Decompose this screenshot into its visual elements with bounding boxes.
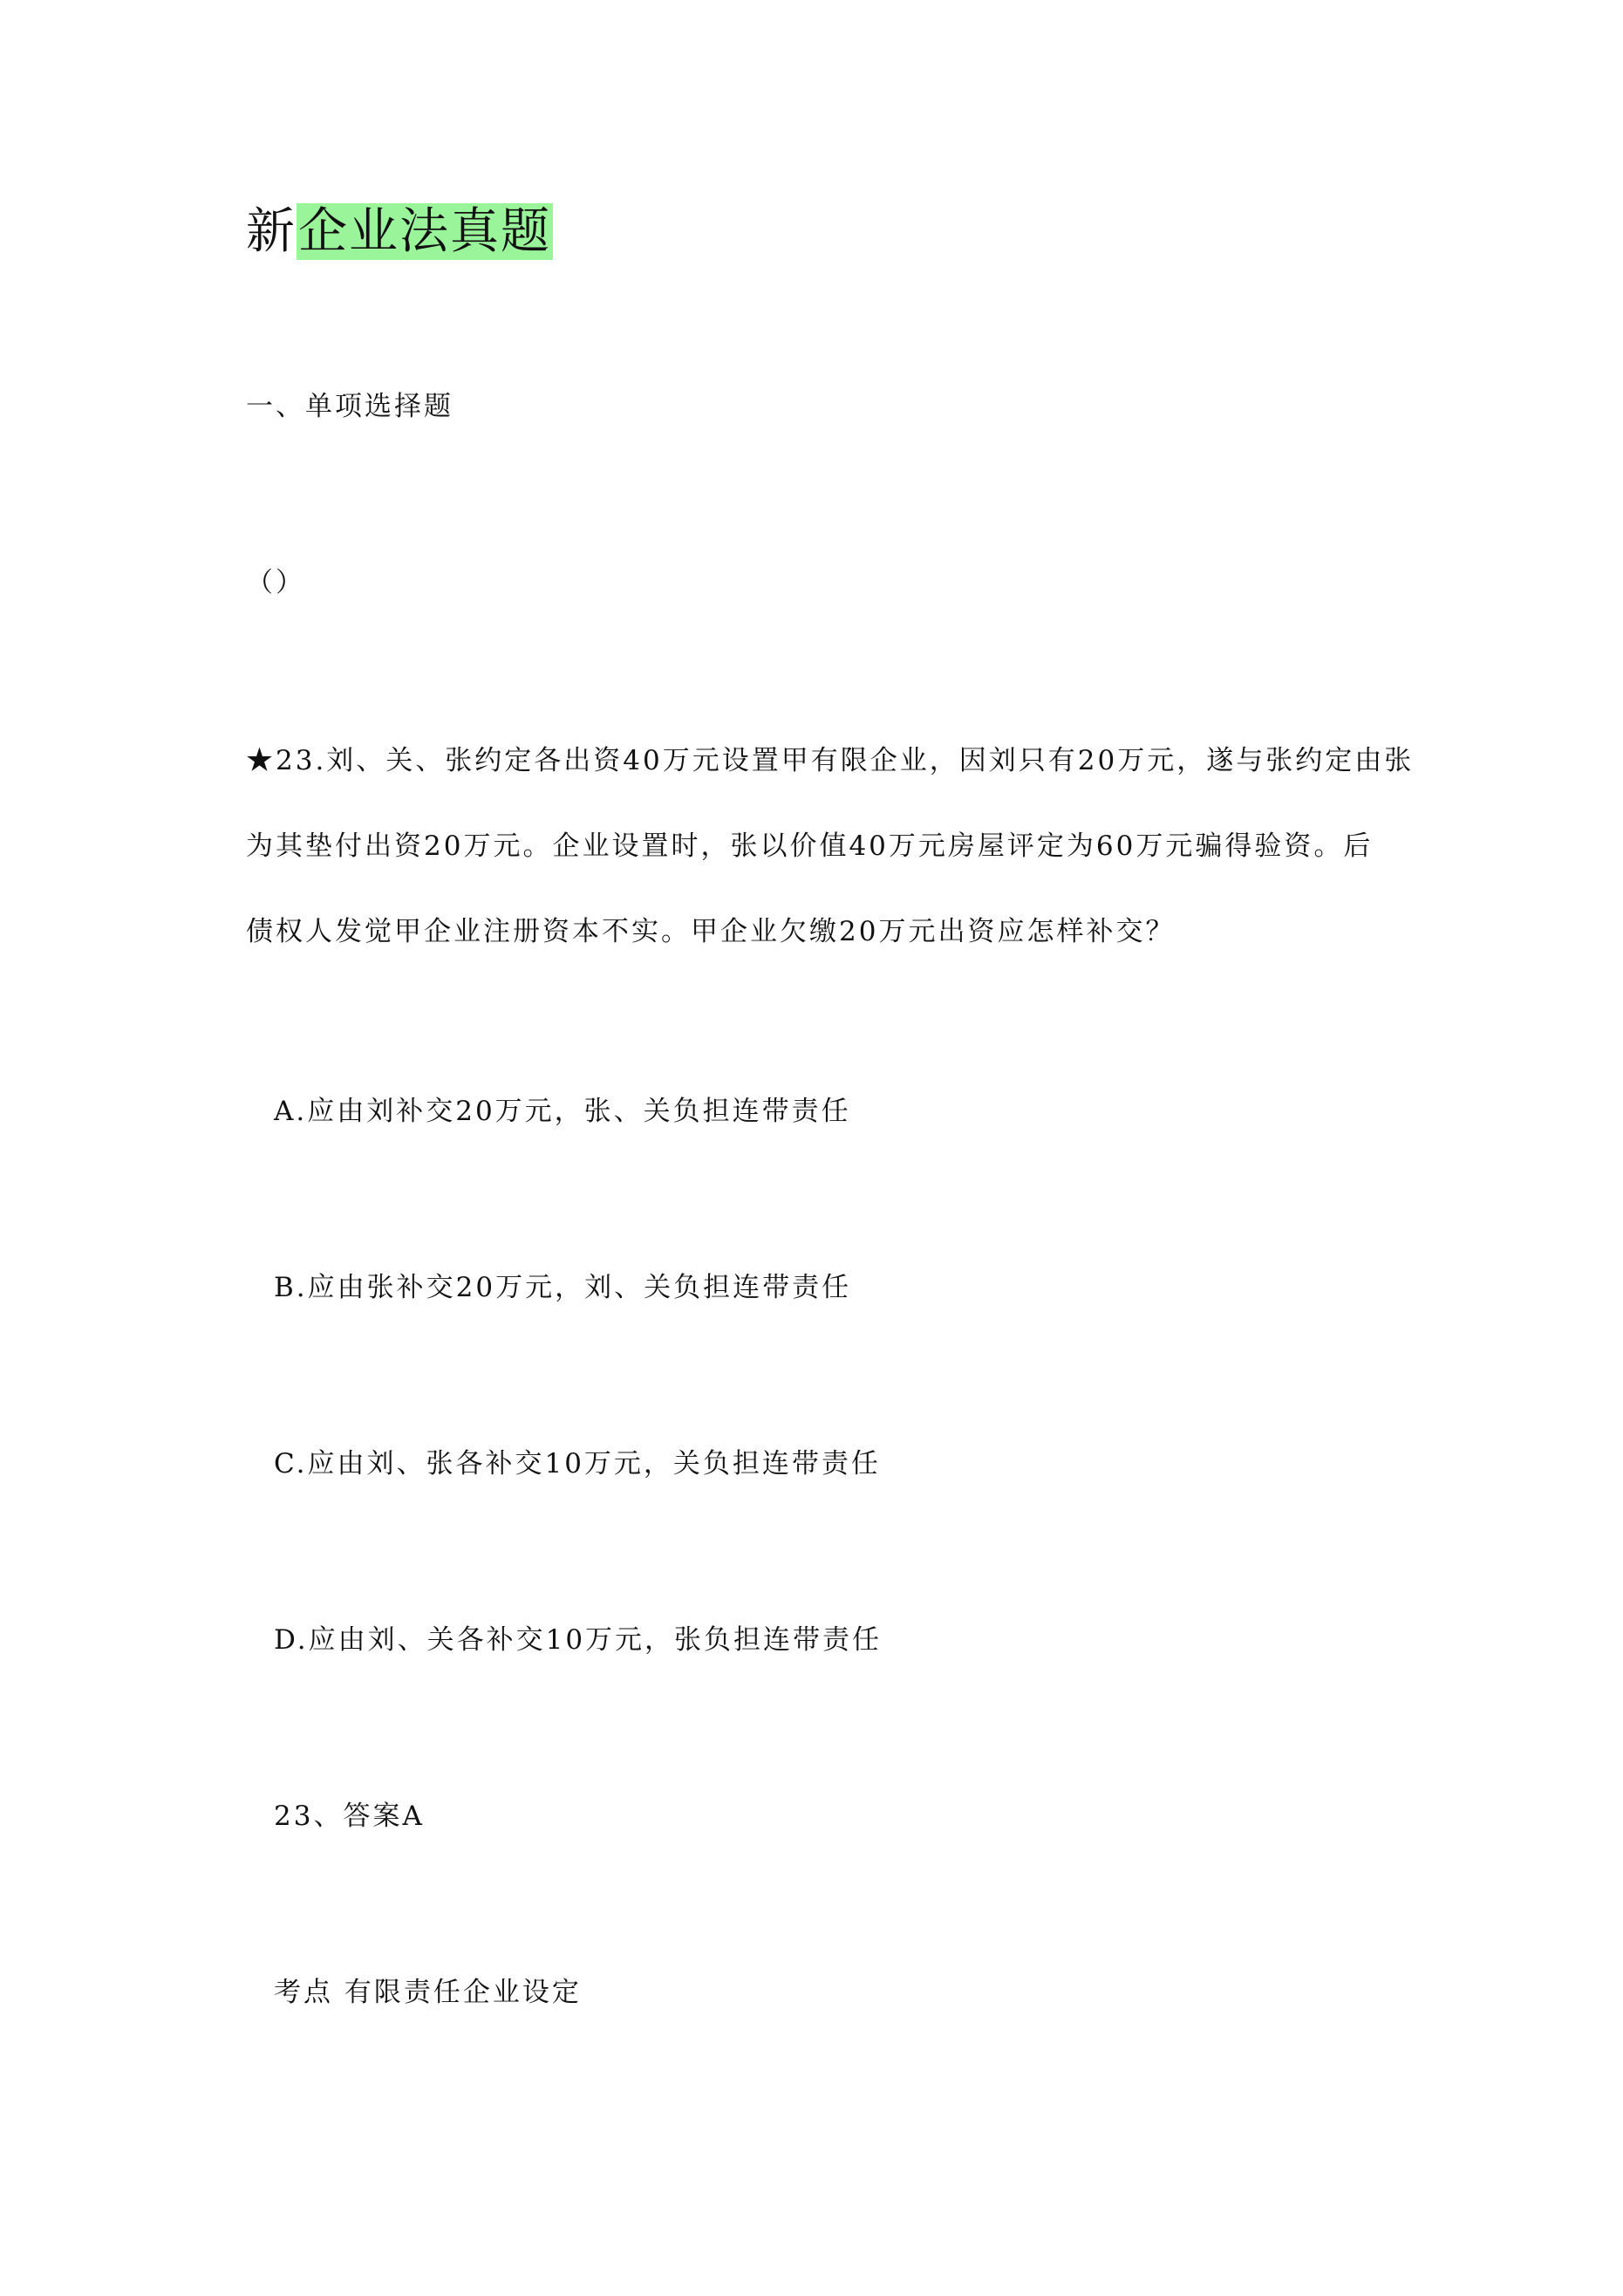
document-title [246, 199, 553, 265]
question-text-line-2: 为其垫付出资20万元。企业设置时，张以价值40万元房屋评定为60万元骗得验资。后 [246, 830, 1374, 862]
question-text-line-3: 债权人发觉甲企业注册资本不实。甲企业欠缴20万元出资应怎样补交？ [246, 916, 1176, 947]
question-text-line-1: ★23.刘、关、张约定各出资40万元设置甲有限企业，因刘只有20万元，遂与张约定由张 [246, 745, 1415, 776]
title-prefix: 新 [246, 203, 297, 260]
section-heading: 一、单项选择题 [246, 391, 453, 422]
title-highlighted-text: 企业法真题 [298, 203, 551, 260]
answer-line: 23、答案A [274, 1801, 425, 1832]
option-b: B.应由张补交20万元，刘、关负担连带责任 [274, 1272, 852, 1303]
option-d: D.应由刘、关各补交10万元，张负担连带责任 [274, 1624, 883, 1656]
blank-parentheses: （） [246, 567, 305, 598]
option-c: C.应由刘、张各补交10万元，关负担连带责任 [274, 1448, 881, 1479]
option-a: A.应由刘补交20万元，张、关负担连带责任 [274, 1096, 851, 1127]
exam-point-line: 考点 有限责任企业设定 [274, 1977, 582, 2008]
